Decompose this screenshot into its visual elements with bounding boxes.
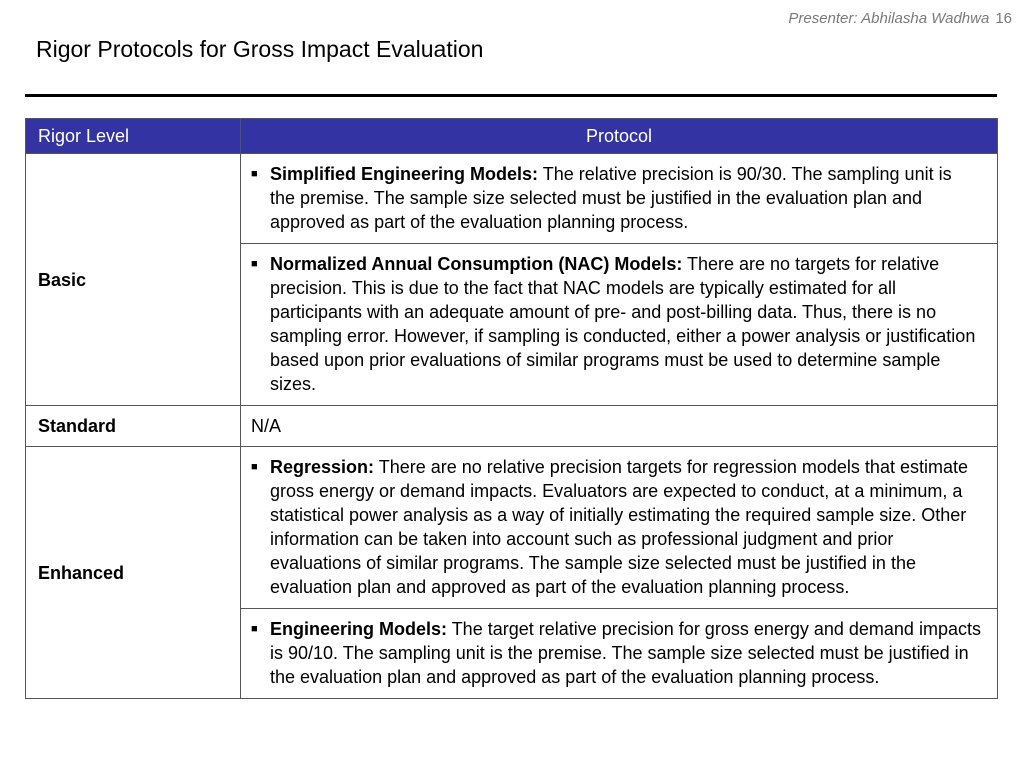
presenter-label: [788, 10, 1012, 27]
protocol-cell: [241, 447, 998, 609]
title-divider: [25, 94, 997, 97]
protocol-term: Normalized Annual Consumption (NAC) Models:: [270, 254, 683, 274]
table-row: [26, 154, 998, 244]
protocol-bullet: [251, 455, 981, 599]
rigor-protocol-table: [25, 118, 998, 699]
square-bullet-icon: ■: [251, 168, 258, 180]
protocol-bullet: [251, 617, 981, 689]
protocol-bullet: [251, 162, 981, 234]
protocol-term: Simplified Engineering Models:: [270, 164, 539, 184]
square-bullet-icon: ■: [251, 623, 258, 635]
page-title: Rigor Protocols for Gross Impact Evaluation: [36, 36, 484, 62]
square-bullet-icon: ■: [251, 258, 258, 270]
protocol-cell: [241, 154, 998, 244]
protocol-text: The target relative precision for gross energy and demand impacts is 90/10. The sampling unit is the premise. The sample size selected must be justified in the evaluation plan and approved as part of the evaluation planning process.: [270, 619, 981, 687]
protocol-text: The relative precision is 90/30. The sampling unit is the premise. The sample size selected must be justified in the evaluation plan and approved as part of the evaluation planning process.: [270, 164, 952, 232]
protocol-text: There are no targets for relative precision. This is due to the fact that NAC models are typically estimated for all participants with an adequate amount of pre- and post-billing data. Thus, there is no sampling error. However, if sampling is conducted, either a power analysis or justification based upon prior evaluations of similar programs must be used to determine sample sizes.: [270, 254, 976, 394]
table-row: [26, 406, 998, 447]
slide-number: 16: [995, 10, 1012, 27]
square-bullet-icon: ■: [251, 461, 258, 473]
presenter-name: Presenter: Abhilasha Wadhwa: [788, 10, 990, 27]
protocol-bullet: [251, 252, 981, 396]
table-row: [26, 447, 998, 609]
protocol-cell: N/A: [241, 406, 998, 447]
protocol-term: Engineering Models:: [270, 619, 448, 639]
level-enhanced: Enhanced: [26, 447, 241, 699]
level-basic: Basic: [26, 154, 241, 406]
header-protocol: Protocol: [241, 119, 998, 154]
level-standard: Standard: [26, 406, 241, 447]
table-header-row: [26, 119, 998, 154]
protocol-term: Regression:: [270, 457, 375, 477]
protocol-text: There are no relative precision targets for regression models that estimate gross energy or demand impacts. Evaluators are expected to conduct, at a minimum, a statistical power analysis as a way of initially estimating the required sample size. Other information can be taken into account such as professional judgment and prior evaluations of similar programs. The sample size selected must be justified in the evaluation plan and approved as part of the evaluation planning process.: [270, 457, 968, 597]
header-rigor-level: Rigor Level: [26, 119, 241, 154]
protocol-cell: [241, 244, 998, 406]
protocol-cell: [241, 609, 998, 699]
